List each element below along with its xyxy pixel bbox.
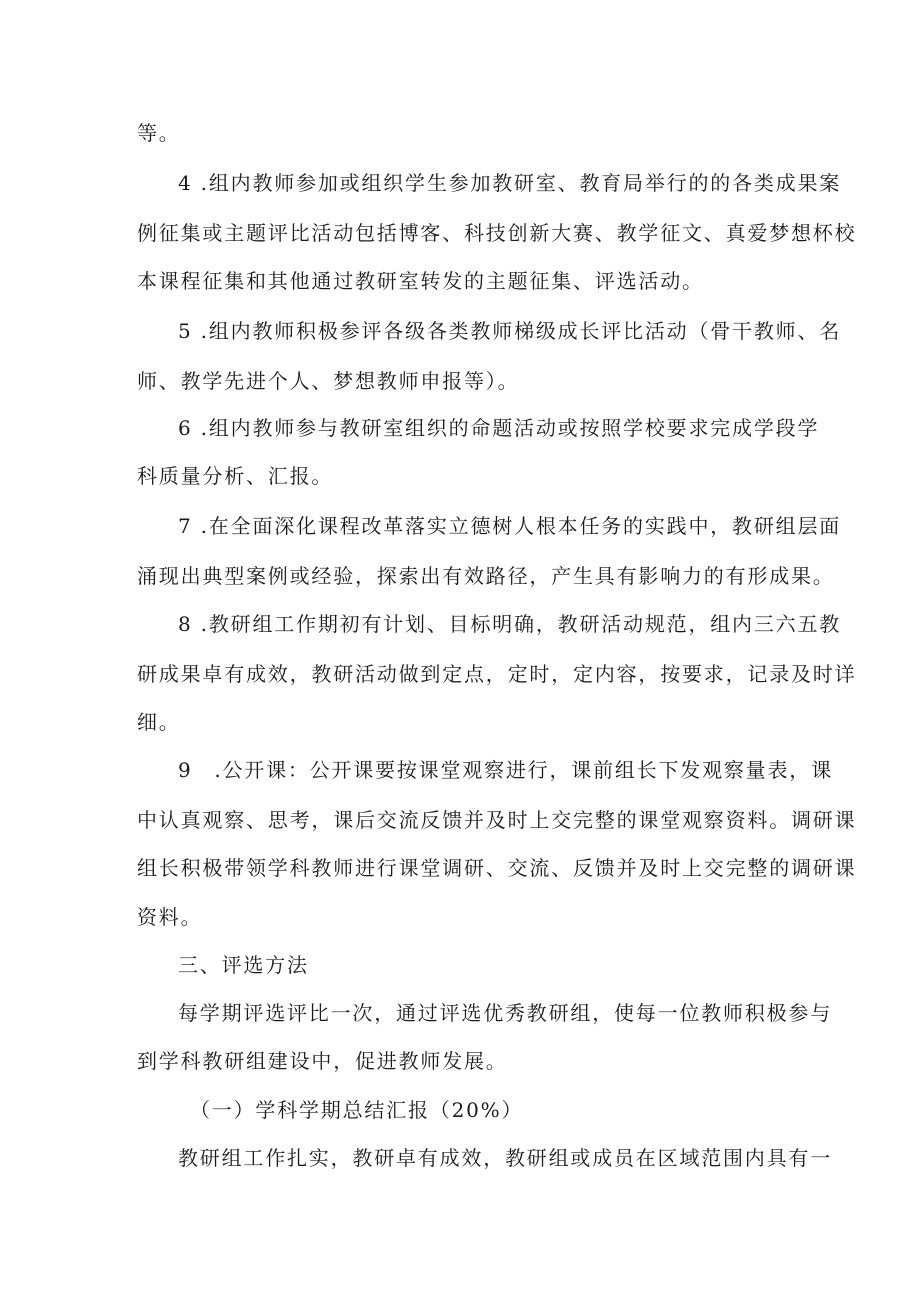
text-line: 组长积极带领学科教师进行课堂调研、交流、反馈并及时上交完整的调研课	[137, 856, 857, 880]
text-line: 5 .组内教师积极参评各级各类教师梯级成长评比活动（骨干教师、名	[178, 319, 842, 343]
text-line: 6 .组内教师参与教研室组织的命题活动或按照学校要求完成学段学	[178, 416, 820, 440]
section-heading: 三、评选方法	[178, 953, 309, 977]
text-line: 资料。	[137, 905, 203, 929]
text-line: 涌现出典型案例或经验，探索出有效路径，产生具有影响力的有形成果。	[137, 564, 835, 588]
text-line: 9 .公开课：公开课要按课堂观察进行，课前组长下发观察量表，课	[178, 758, 833, 782]
text-line: 到学科教研组建设中，促进教师发展。	[137, 1049, 508, 1073]
text-line: 每学期评选评比一次，通过评选优秀教研组，使每一位教师积极参与	[178, 1001, 832, 1025]
text-line: 等。	[137, 121, 181, 145]
text-line: 师、教学先进个人、梦想教师申报等）。	[137, 369, 520, 393]
text-line: 教研组工作扎实，教研卓有成效，教研组或成员在区域范围内具有一	[178, 1146, 832, 1170]
subsection-heading: （一）学科学期总结汇报（20%）	[190, 1098, 524, 1122]
text-line: 7 .在全面深化课程改革落实立德树人根本任务的实践中，教研组层面	[178, 514, 842, 538]
text-line: 中认真观察、思考，课后交流反馈并及时上交完整的课堂观察资料。调研课	[137, 808, 857, 832]
text-line: 科质量分析、汇报。	[137, 464, 334, 488]
text-line: 细。	[137, 710, 181, 734]
text-line: 4 .组内教师参加或组织学生参加教研室、教育局举行的的各类成果案	[178, 171, 842, 195]
text-line: 研成果卓有成效，教研活动做到定点，定时，定内容，按要求，记录及时详	[137, 662, 857, 686]
text-line: 8 .教研组工作期初有计划、目标明确，教研活动规范，组内三六五教	[178, 612, 842, 636]
text-line: 本课程征集和其他通过教研室转发的主题征集、评选活动。	[137, 269, 704, 293]
text-line: 例征集或主题评比活动包括博客、科技创新大赛、教学征文、真爱梦想杯校	[137, 221, 857, 245]
